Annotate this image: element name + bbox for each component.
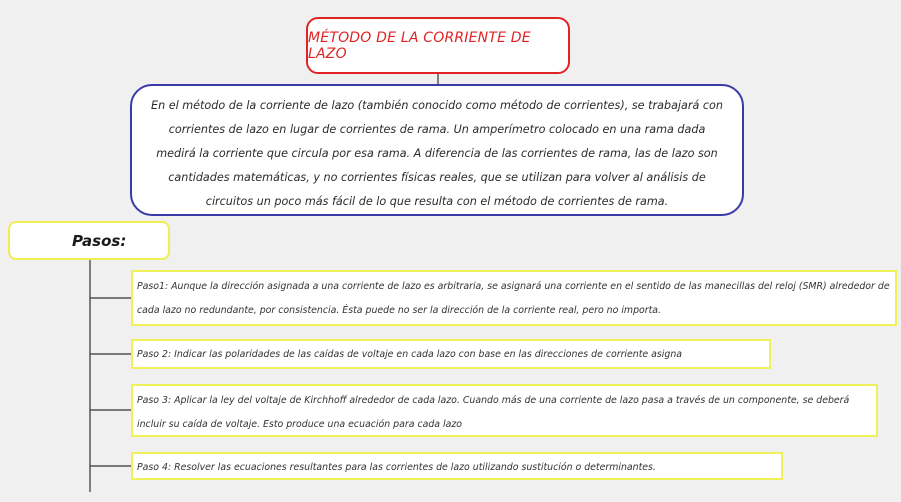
pasos-node[interactable] bbox=[8, 221, 170, 260]
step-text: Paso 4: Resolver las ecuaciones resultantes para las corrientes de lazo utilizando sustitución o determinantes. bbox=[137, 462, 656, 473]
title-text: MÉTODO DE LA CORRIENTE DE LAZO bbox=[308, 29, 531, 62]
step-node-3[interactable] bbox=[131, 384, 878, 437]
title-node[interactable] bbox=[306, 17, 570, 74]
step-text: Paso1: Aunque la dirección asignada a una corriente de lazo es arbitraria, se asignará una corriente en el sentido de las manecillas del reloj (SMR) alrededor de cada lazo no redundante, por consistencia. Ésta puede no ser la dirección de la corriente real, pero no importa. bbox=[137, 281, 890, 316]
step-node-1[interactable] bbox=[131, 270, 897, 326]
step-text: Paso 3: Aplicar la ley del voltaje de Kirchhoff alrededor de cada lazo. Cuando más de una corriente de lazo pasa a través de un componente, se deberá incluir su caída de voltaje. Esto produce una ecuación para cada lazo bbox=[137, 395, 850, 430]
pasos-label: Pasos: bbox=[72, 231, 127, 250]
step-node-4[interactable] bbox=[131, 452, 783, 480]
description-node[interactable] bbox=[130, 84, 744, 216]
step-text: Paso 2: Indicar las polaridades de las caídas de voltaje en cada lazo con base en las direcciones de corriente asigna bbox=[137, 349, 683, 360]
step-node-2[interactable] bbox=[131, 339, 771, 369]
description-text: En el método de la corriente de lazo (también conocido como método de corrientes), se trabajará con corrientes de lazo en lugar de corrientes de rama. Un amperímetro colocado en una rama dada medirá la corriente que circula por esa rama. A diferencia de las corrientes de rama, las de lazo son cantidades matemáticas, y no corrientes físicas reales, que se utilizan para volver al análisis de circuitos un poco más fácil de lo que resulta con el método de corrientes de rama. bbox=[151, 99, 723, 208]
